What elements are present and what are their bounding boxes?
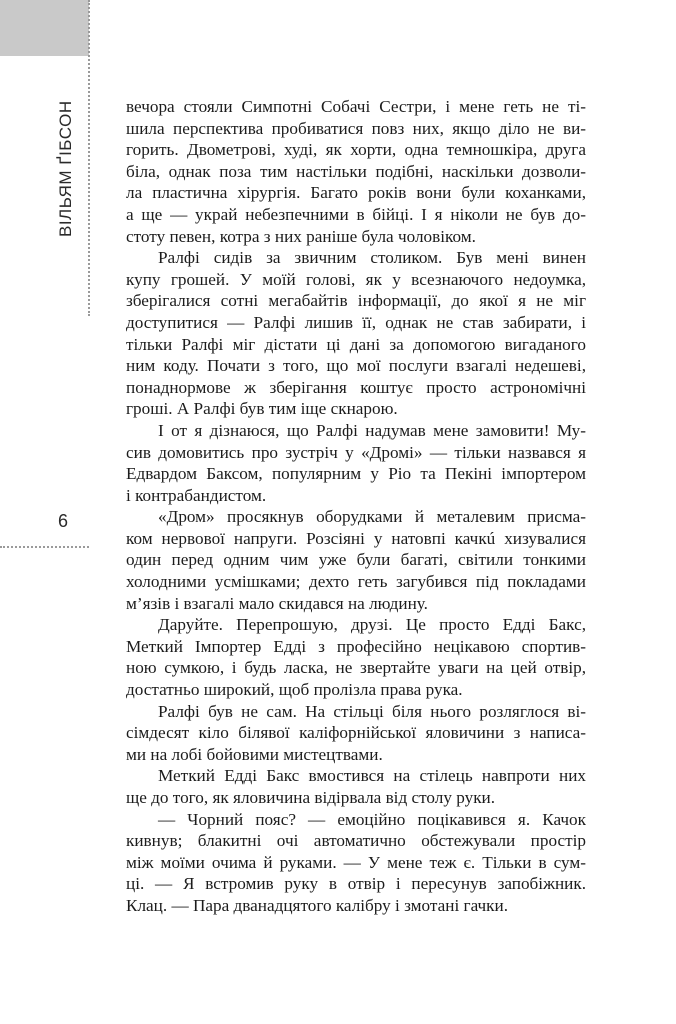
text-line: тільки Ралфі міг дістати ці дані за допомогою вигаданого: [126, 334, 586, 354]
text-line: Ралфі був не сам. На стільці біля нього розляглося ві-: [158, 701, 586, 721]
text-line: холодними усмішками; дехто геть загубився під покладами: [126, 572, 586, 592]
page-number-dotted-rule: [0, 546, 89, 548]
text-line: кивнув; блакитні очі автоматично обстежували простір: [126, 831, 586, 851]
text-line: Меткий Едді Бакс вмостився на стілець навпроти них: [158, 766, 586, 786]
text-line: ці. — Я встромив руку в отвір і пересунув запобіжник.: [126, 874, 586, 894]
text-line: Меткий Імпортер Едді з професійно нецікавою спортив-: [126, 636, 586, 656]
text-line: шила перспектива пробиватися повз них, якщо діло не ви-: [126, 118, 586, 138]
paragraph: [126, 247, 586, 420]
text-line: купу грошей. У моїй голові, як у всезнаючого недоумка,: [126, 269, 586, 289]
paragraph: [126, 614, 586, 700]
text-line: і контрабандистом.: [126, 485, 267, 505]
text-line: понаднормове ж зберігання коштує просто астрономічні: [126, 377, 586, 397]
corner-tab-block: [0, 0, 89, 56]
body-text: [126, 96, 586, 917]
paragraph: [126, 809, 586, 917]
text-line: вечора стояли Симпотні Собачі Сестри, і мене геть не ті-: [126, 97, 586, 116]
running-head-author: ВІЛЬЯМ ҐІБСОН: [56, 100, 75, 237]
text-line: доступитися — Ралфі лишив її, однак не став забирати, і: [126, 312, 586, 332]
text-line: а ще — украй небезпечними в бійці. І я ніколи не був до-: [126, 204, 586, 224]
text-line: м’язів і взагалі мало скидався на людину.: [126, 593, 428, 613]
text-line: один перед одним чим уже були багаті, світили тонкими: [126, 550, 586, 570]
text-line: Ралфі сидів за звичним столиком. Був мені винен: [158, 248, 586, 268]
text-line: ком нервової напруги. Розсіяні у натовпі качкú хизувалися: [126, 528, 586, 548]
text-line: Клац. — Пара дванадцятого калібру і змотані гачки.: [126, 895, 509, 915]
text-line: ла пластична хірургія. Багато років вони були коханками,: [126, 183, 586, 203]
text-line: «Дром» просякнув оборудками й металевим присма-: [158, 507, 586, 527]
text-line: ним коду. Почати з того, що мої послуги взагалі недешеві,: [126, 356, 586, 376]
text-line: ною сумкою, і будь ласка, не звертайте уваги на цей отвір,: [126, 658, 586, 678]
page-number: 6: [58, 511, 69, 531]
text-line: Даруйте. Перепрошую, друзі. Це просто Едді Бакс,: [158, 615, 586, 635]
text-line: достатньо широкий, щоб пролізла права рука.: [126, 680, 463, 700]
paragraph: [126, 96, 586, 247]
text-line: ще до того, як яловичина відірвала від столу руки.: [126, 788, 496, 807]
text-line: стоту певен, котра з них раніше була чоловіком.: [126, 226, 476, 246]
paragraph: [126, 765, 586, 808]
paragraph: [126, 420, 586, 506]
text-line: сив домовитись про зустріч у «Дромі» — тільки назвався я: [126, 442, 586, 462]
text-line: горить. Двометрові, худі, як хорти, одна темношкіра, друга: [126, 140, 586, 160]
text-line: зберігалися сотні мегабайтів інформації, до якої я не міг: [126, 291, 586, 311]
text-line: І от я дізнаюся, що Ралфі надумав мене замовити! Му-: [158, 420, 586, 440]
text-line: гроші. А Ралфі був тим іще скнарою.: [126, 399, 398, 419]
text-line: — Чорний пояс? — емоційно поцікавився я. Качок: [158, 809, 586, 829]
sidebar-dotted-rule: [88, 0, 90, 316]
paragraph: [126, 506, 586, 614]
paragraph: [126, 701, 586, 766]
text-line: сімдесят кіло білявої каліфорнійської яловичини з написа-: [126, 723, 586, 743]
text-line: біла, однак поза тим настільки подібні, наскільки дозволи-: [126, 161, 586, 181]
text-line: Едвардом Баксом, популярним у Ріо та Пекіні імпортером: [126, 464, 586, 484]
text-line: між моїми очима й руками. — У мене теж є. Тільки в сум-: [126, 852, 586, 872]
text-line: ми на лобі бойовими мистецтвами.: [126, 744, 383, 764]
